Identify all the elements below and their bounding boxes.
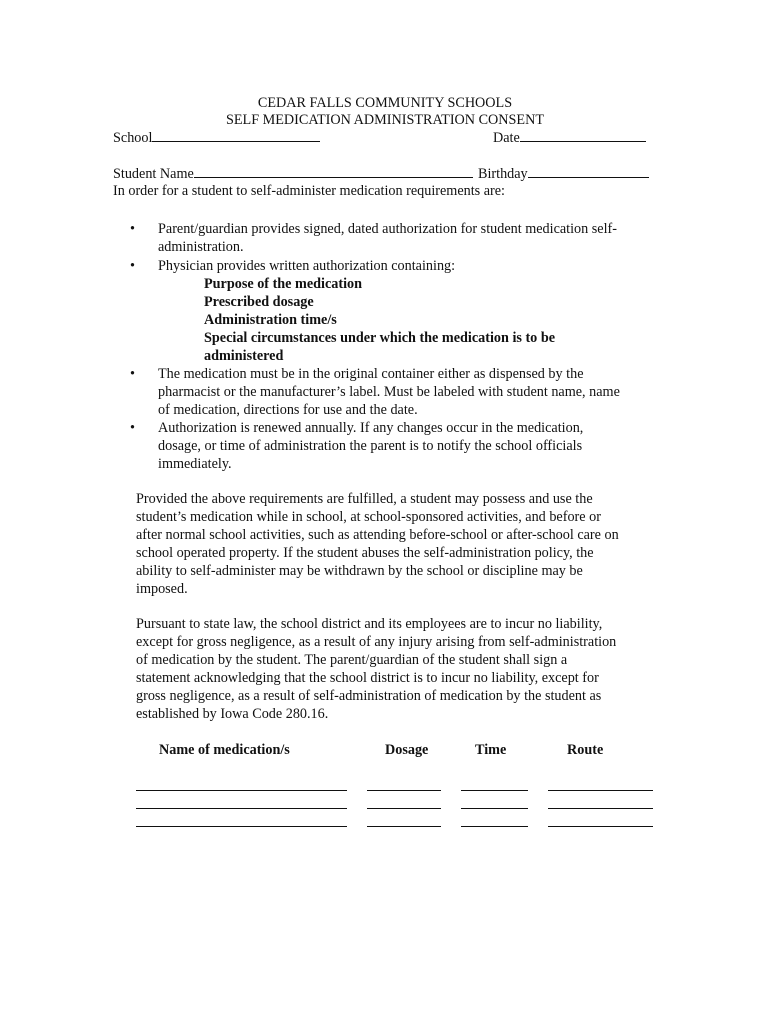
para2-line: Pursuant to state law, the school district and its employees are to incur no liability, — [136, 616, 603, 632]
route-blank[interactable] — [548, 826, 653, 827]
bullet3-line2: pharmacist or the manufacturer’s label. Must be labeled with student name, name — [158, 384, 620, 400]
medication-blank[interactable] — [136, 808, 347, 809]
dosage-blank[interactable] — [367, 790, 441, 791]
para1-line: ability to self-administer may be withdrawn by the school or discipline may be — [136, 563, 583, 579]
para2-line: established by Iowa Code 280.16. — [136, 706, 329, 722]
para2-line: except for gross negligence, as a result of any injury arising from self-administration — [136, 634, 617, 650]
birthday-field — [478, 165, 649, 183]
school-field — [113, 129, 320, 147]
student-name-blank[interactable] — [194, 165, 473, 178]
date-blank[interactable] — [520, 129, 646, 142]
intro-text: In order for a student to self-administer medication requirements are: — [113, 183, 505, 199]
time-blank[interactable] — [461, 826, 528, 827]
requirement-circumstances-cont: administered — [204, 348, 284, 364]
route-blank[interactable] — [548, 808, 653, 809]
medication-blank[interactable] — [136, 790, 347, 791]
district-title: CEDAR FALLS COMMUNITY SCHOOLS — [257, 95, 513, 111]
para1-line: after normal school activities, such as attending before-school or after-school care on — [136, 527, 619, 543]
para1-line: school operated property. If the student abuses the self-administration policy, the — [136, 545, 594, 561]
student-name-field — [113, 165, 473, 183]
requirement-circumstances: Special circumstances under which the medication is to be — [204, 330, 556, 346]
para1-line: Provided the above requirements are fulfilled, a student may possess and use the — [136, 491, 593, 507]
bullet3-line1: The medication must be in the original container either as dispensed by the — [158, 366, 584, 382]
para2-line: gross negligence, as a result of self-administration of medication by the student as — [136, 688, 602, 704]
col-medication-header: Name of medication/s — [159, 742, 290, 758]
col-time-header: Time — [475, 742, 507, 758]
bullet2-line1: Physician provides written authorization containing: — [158, 258, 456, 274]
medication-blank[interactable] — [136, 826, 347, 827]
date-field — [493, 129, 646, 147]
bullet-icon: • — [130, 258, 135, 274]
para2-line: of medication by the student. The parent/guardian of the student shall sign a — [136, 652, 568, 668]
requirement-time: Administration time/s — [204, 312, 337, 328]
para1-line: student’s medication while in school, at school-sponsored activities, and before or — [136, 509, 601, 525]
school-label: School — [113, 130, 153, 146]
student-name-label: Student Name — [113, 166, 194, 182]
bullet3-line3: of medication, directions for use and the date. — [158, 402, 418, 418]
bullet1-line2: administration. — [158, 239, 244, 255]
dosage-blank[interactable] — [367, 826, 441, 827]
route-blank[interactable] — [548, 790, 653, 791]
bullet-icon: • — [130, 366, 135, 382]
birthday-label: Birthday — [478, 166, 528, 182]
birthday-blank[interactable] — [528, 165, 649, 178]
requirement-purpose: Purpose of the medication — [204, 276, 363, 292]
bullet4-line3: immediately. — [158, 456, 232, 472]
dosage-blank[interactable] — [367, 808, 441, 809]
school-blank[interactable] — [152, 129, 320, 142]
time-blank[interactable] — [461, 790, 528, 791]
para2-line: statement acknowledging that the school district is to incur no liability, except for — [136, 670, 599, 686]
col-dosage-header: Dosage — [385, 742, 429, 758]
requirement-dosage: Prescribed dosage — [204, 294, 314, 310]
bullet4-line1: Authorization is renewed annually. If any changes occur in the medication, — [158, 420, 584, 436]
bullet4-line2: dosage, or time of administration the parent is to notify the school officials — [158, 438, 583, 454]
para1-line: imposed. — [136, 581, 188, 597]
bullet1-line1: Parent/guardian provides signed, dated authorization for student medication self- — [158, 221, 617, 237]
bullet-icon: • — [130, 221, 135, 237]
col-route-header: Route — [567, 742, 604, 758]
time-blank[interactable] — [461, 808, 528, 809]
date-label: Date — [493, 130, 520, 146]
form-title: SELF MEDICATION ADMINISTRATION CONSENT — [225, 112, 545, 128]
bullet-icon: • — [130, 420, 135, 436]
